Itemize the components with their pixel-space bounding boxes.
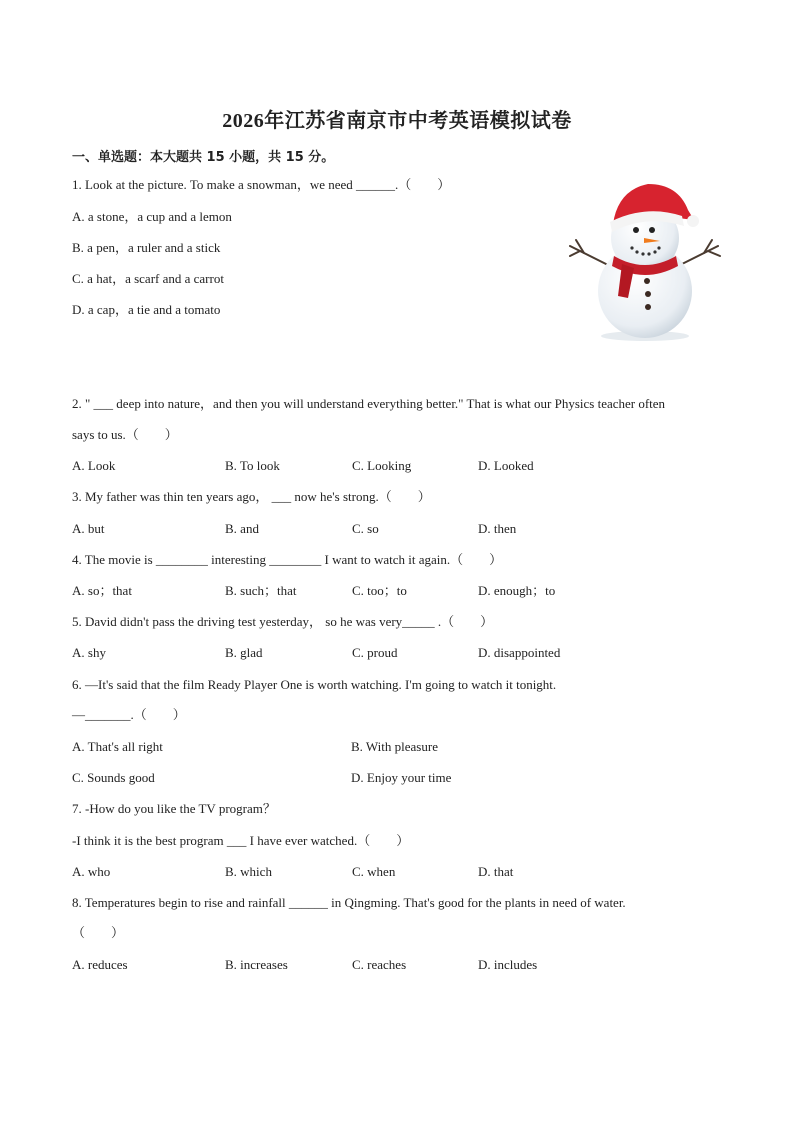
question-5-option-a: A. shy bbox=[72, 645, 106, 660]
question-6-option-d: D. Enjoy your time bbox=[351, 770, 452, 785]
question-4-stem: 4. The movie is ________ interesting ________ I want to watch it again.（ ） bbox=[72, 552, 503, 567]
question-1-stem: 1. Look at the picture. To make a snowman，we need ______.（ ） bbox=[72, 177, 451, 192]
question-7-option-c: C. when bbox=[352, 864, 396, 879]
question-1-option-c: C. a hat，a scarf and a carrot bbox=[72, 271, 224, 286]
snowman-illustration bbox=[566, 176, 724, 342]
question-8-option-b: B. increases bbox=[225, 957, 288, 972]
question-3-stem: 3. My father was thin ten years ago， ___ now he's strong.（ ） bbox=[72, 489, 431, 504]
question-2-stem-continued: says to us.（ ） bbox=[72, 427, 178, 442]
question-6-stem-continued: —_______.（ ） bbox=[72, 707, 186, 722]
question-7-option-b: B. which bbox=[225, 864, 272, 879]
question-7-stem-continued: -I think it is the best program ___ I have ever watched.（ ） bbox=[72, 833, 410, 848]
question-6-option-c: C. Sounds good bbox=[72, 770, 155, 785]
question-2-stem: 2. " ___ deep into nature，and then you will understand everything better." That is what our Physics teacher often bbox=[72, 396, 666, 411]
question-6-option-a: A. That's all right bbox=[72, 739, 163, 754]
question-7-option-a: A. who bbox=[72, 864, 111, 879]
question-1-option-d: D. a cap，a tie and a tomato bbox=[72, 302, 221, 317]
question-8-option-d: D. includes bbox=[478, 957, 538, 972]
question-3-option-b: B. and bbox=[225, 521, 259, 536]
question-4-option-c: C. too；to bbox=[352, 583, 407, 598]
question-3-option-c: C. so bbox=[352, 521, 379, 536]
question-8-stem: 8. Temperatures begin to rise and rainfall ______ in Qingming. That's good for the plants in need of water. bbox=[72, 895, 626, 910]
question-3-option-d: D. then bbox=[478, 521, 517, 536]
question-8-stem-continued: （ ） bbox=[72, 925, 125, 940]
question-1-option-b: B. a pen，a ruler and a stick bbox=[72, 240, 221, 255]
question-7-stem: 7. -How do you like the TV program？ bbox=[72, 801, 276, 816]
question-5-stem: 5. David didn't pass the driving test yesterday， so he was very_____ .（ ） bbox=[72, 614, 494, 629]
question-4-option-a: A. so；that bbox=[72, 583, 132, 598]
question-2-option-d: D. Looked bbox=[478, 458, 534, 473]
question-5-option-b: B. glad bbox=[225, 645, 263, 660]
question-3-option-a: A. but bbox=[72, 521, 105, 536]
question-8-option-a: A. reduces bbox=[72, 957, 128, 972]
question-4-option-d: D. enough；to bbox=[478, 583, 556, 598]
question-2-option-b: B. To look bbox=[225, 458, 280, 473]
question-5-option-c: C. proud bbox=[352, 645, 398, 660]
question-6-stem: 6. —It's said that the film Ready Player One is worth watching. I'm going to watch it tonight. bbox=[72, 677, 557, 692]
question-7-option-d: D. that bbox=[478, 864, 514, 879]
question-2-option-c: C. Looking bbox=[352, 458, 412, 473]
section-heading: 一、单选题：本大题共 15 小题，共 15 分。 bbox=[72, 150, 335, 165]
question-5-option-d: D. disappointed bbox=[478, 645, 561, 660]
question-8-option-c: C. reaches bbox=[352, 957, 407, 972]
question-1-option-a: A. a stone，a cup and a lemon bbox=[72, 209, 232, 224]
page-title: 2026年江苏省南京市中考英语模拟试卷 bbox=[222, 110, 572, 132]
question-6-option-b: B. With pleasure bbox=[351, 739, 438, 754]
question-2-option-a: A. Look bbox=[72, 458, 116, 473]
question-4-option-b: B. such；that bbox=[225, 583, 297, 598]
